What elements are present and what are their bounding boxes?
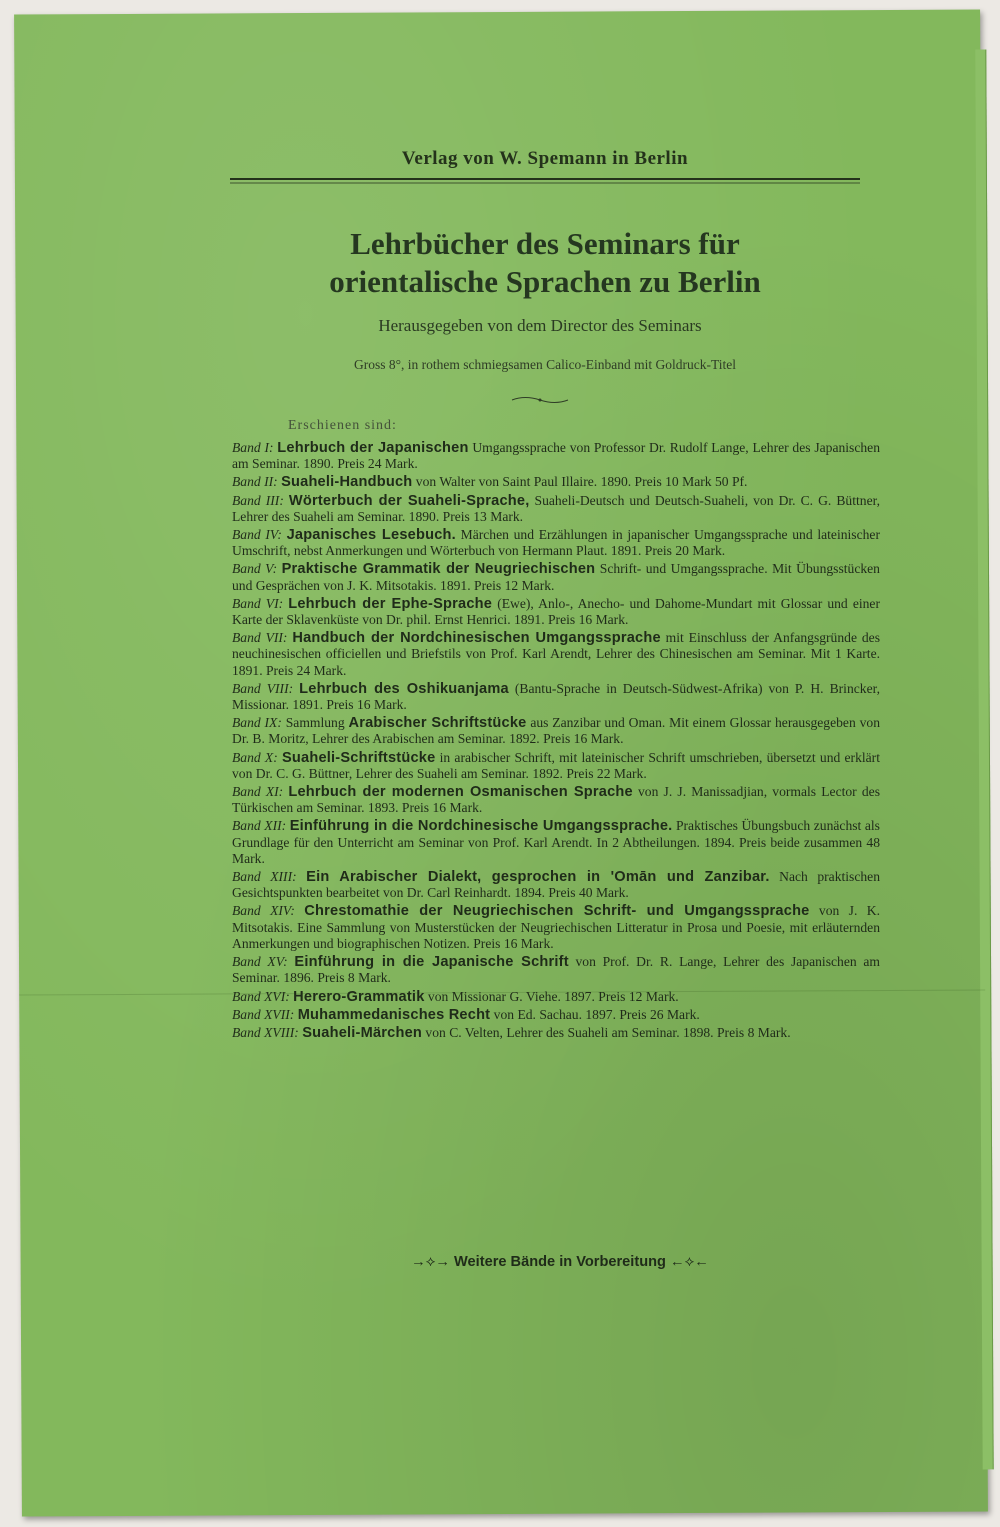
volume-description: von J. K. Mitsotakis. Eine Sammlung von Musterstücken der Neugriechischen Litteratur in Prosa und Poesie, mit erläuternden Anmerkungen und biographischen Notizen. Preis 16 Mark. (232, 903, 880, 951)
volume-description: von Ed. Sachau. 1897. Preis 26 Mark. (490, 1006, 700, 1022)
volume-number: Band X: (232, 749, 282, 765)
volume-title: Muhammedanisches Recht (297, 1006, 491, 1023)
volume-number: Band III: (232, 492, 289, 508)
publisher-rule (230, 176, 860, 186)
volume-number: Band VII: (232, 630, 293, 646)
volume-number: Band XVI: (232, 988, 294, 1004)
volume-title: Ein Arabischer Dialekt, gesprochen in 'Omān und Zanzibar. (306, 869, 770, 886)
series-title-line1: Lehrbücher des Seminars für (350, 226, 740, 261)
volume-number: Band I: (232, 440, 278, 455)
volume-description: von Missionar G. Viehe. 1897. Preis 12 Mark. (424, 988, 679, 1004)
volume-number: Band V: (232, 561, 282, 577)
volume-number: Band XVIII: (232, 1024, 303, 1040)
volume-entry (232, 989, 880, 1005)
volume-number: Band XI: (232, 784, 289, 800)
volume-title: Lehrbuch des Oshikuanjama (299, 680, 509, 697)
volume-entry (232, 630, 880, 679)
volume-description: aus Zanzibar und Oman. Mit einem Glossar herausgegeben von Dr. B. Moritz, Lehrer des Arabischen am Seminar. 1892. Preis 16 Mark. (232, 715, 880, 747)
volume-title: Suaheli-Schriftstücke (281, 749, 436, 766)
more-volumes-note (330, 1254, 790, 1270)
volume-title: Suaheli-Märchen (302, 1024, 422, 1041)
volume-list (232, 440, 880, 1043)
volume-title: Herero-Grammatik (293, 988, 425, 1005)
volume-number: Band XII: (232, 818, 290, 834)
volume-description: Praktisches Übungsbuch zunächst als Grundlage für den Unterricht am Seminar von Prof. Karl Arendt. In 2 Abtheilungen. 1894. Preis beide zusammen 48 Mark. (232, 818, 880, 866)
volume-number: Band IV: (232, 527, 287, 543)
volume-entry (232, 440, 880, 472)
volume-title: Japanisches Lesebuch. (286, 527, 456, 544)
volume-number: Band XIII: (232, 869, 307, 885)
volume-description: in arabischer Schrift, mit lateinischer Schrift umschrieben, übersetzt und erklärt von Dr. C. G. Büttner, Lehrer des Suaheli am Seminar. 1892. Preis 22 Mark. (232, 749, 880, 781)
volume-number: Band II: (232, 474, 282, 490)
volume-number: Band VI: (232, 595, 289, 611)
volume-number: Band XVII: (232, 1006, 298, 1022)
volume-title: Lehrbuch der Ephe-Sprache (288, 595, 493, 612)
appeared-heading: Erschienen sind: (288, 418, 397, 433)
volume-description: Umgangssprache von Professor Dr. Rudolf Lange, Lehrer des Japanischen am Seminar. 1890. Preis 24 Mark. (232, 440, 881, 472)
volume-entry (232, 954, 880, 986)
volume-number: Band XIV: (232, 903, 305, 919)
format-line: Gross 8°, in rothem schmiegsamen Calico-Einband mit Goldruck-Titel (353, 357, 737, 372)
publisher-line: Verlag von W. Spemann in Berlin (401, 148, 689, 169)
volume-prefix: Sammlung (285, 715, 349, 731)
volume-entry (232, 818, 880, 867)
volume-number: Band XV: (232, 954, 295, 970)
volume-description: von Walter von Saint Paul Illaire. 1890. Preis 10 Mark 50 Pf. (412, 474, 748, 490)
volume-description: Suaheli-Deutsch und Deutsch-Suaheli, von Dr. C. G. Büttner, Lehrer des Suaheli am Seminar. 1890. Preis 13 Mark. (232, 492, 880, 524)
volume-description: Nach praktischen Gesichtspunkten bearbeitet von Dr. Carl Reinhardt. 1894. Preis 40 Mark. (232, 869, 881, 901)
volume-entry (232, 681, 880, 713)
volume-entry (232, 750, 880, 782)
volume-title: Wörterbuch der Suaheli-Sprache, (288, 492, 530, 509)
volume-entry (232, 596, 880, 628)
volume-entry (232, 715, 880, 747)
editor-line: Herausgegeben von dem Director des Seminars (378, 316, 702, 335)
volume-entry (232, 561, 880, 593)
volume-title: Einführung in die Japanische Schrift (294, 954, 569, 971)
volume-title: Suaheli-Handbuch (281, 474, 413, 491)
volume-entry (232, 1007, 880, 1023)
volume-description: von J. J. Manissadjian, vormals Lector des Türkischen am Seminar. 1893. Preis 16 Mark. (232, 784, 880, 816)
volume-title: Lehrbuch der modernen Osmanischen Sprache (288, 784, 633, 801)
volume-description: von Prof. Dr. R. Lange, Lehrer des Japanischen am Seminar. 1896. Preis 8 Mark. (232, 954, 880, 986)
volume-title: Chrestomathie der Neugriechischen Schrift- und Umgangssprache (304, 903, 810, 920)
volume-entry (232, 527, 880, 559)
more-volumes-text: Weitere Bände in Vorbereitung (454, 1254, 666, 1270)
volume-description: mit Einschluss der Anfangsgründe des neuchinesischen officiellen und Briefstils von Prof. Karl Arendt, Lehrer des Chinesischen am Seminar. Mit 1 Karte. 1891. Preis 24 Mark. (232, 630, 880, 678)
volume-entry (232, 869, 880, 901)
volume-description: (Bantu-Sprache in Deutsch-Südwest-Afrika) von P. H. Brincker, Missionar. 1891. Preis 16 Mark. (232, 680, 880, 713)
volume-title: Handbuch der Nordchinesischen Umgangssprache (292, 630, 661, 647)
volume-entry (232, 903, 880, 952)
series-title-line2: orientalische Sprachen zu Berlin (329, 264, 761, 299)
volume-description: Schrift- und Umgangssprache. Mit Übungsstücken und Gesprächen von J. K. Mitsotakis. 1891. Preis 12 Mark. (232, 561, 880, 593)
volume-entry (232, 1025, 880, 1041)
volume-title: Einführung in die Nordchinesische Umgangssprache. (289, 818, 673, 835)
volume-entry (232, 474, 880, 490)
volume-entry (232, 493, 880, 525)
volume-description: von C. Velten, Lehrer des Suaheli am Seminar. 1898. Preis 8 Mark. (422, 1024, 791, 1040)
volume-description: Märchen und Erzählungen in japanischer Umgangssprache und lateinischer Umschrift, nebst Anmerkungen und Wörterbuch von Hermann Plaut. 1891. Preis 20 Mark. (232, 527, 880, 559)
volume-title: Lehrbuch der Japanischen (277, 440, 469, 456)
volume-entry (232, 784, 880, 816)
volume-title: Arabischer Schriftstücke (348, 715, 527, 732)
ornament-divider (510, 390, 570, 400)
volume-number: Band VIII: (232, 680, 300, 696)
right-ornament-icon: ←⟡← (665, 1254, 709, 1270)
volume-number: Band IX: (232, 715, 286, 731)
volume-title: Praktische Grammatik der Neugriechischen (281, 561, 596, 578)
volume-description: (Ewe), Anlo-, Anecho- und Dahome-Mundart mit Glossar und einer Karte der Sklavenküste von Dr. phil. Ernst Henrici. 1891. Preis 16 Mark. (232, 595, 880, 628)
left-ornament-icon: →⟡→ (411, 1254, 455, 1270)
